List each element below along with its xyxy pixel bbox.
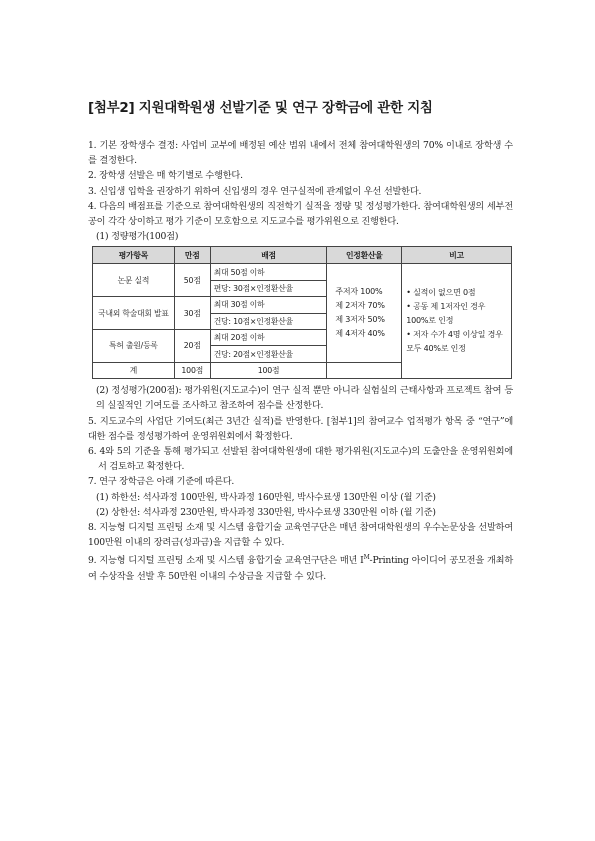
- item-3: 3. 신입생 입학을 권장하기 위하여 신입생의 경우 연구실적에 관계없이 우선 선발한다.: [88, 185, 422, 197]
- table-row: [93, 264, 512, 280]
- cell-points: 건당: 20점×인정환산율: [210, 346, 327, 362]
- cell-points: 건당: 10점×인정환산율: [210, 313, 327, 329]
- scholarship-lower: (1) 하한선: 석사과정 100만원, 박사과정 160만원, 박사수료생 130만원 이상 (월 기준): [96, 491, 436, 503]
- cell-max: 30점: [174, 297, 210, 330]
- header-points: 배점: [210, 247, 327, 264]
- item-7: 7. 연구 장학금은 아래 기준에 따른다.: [88, 476, 235, 488]
- cell-max: 20점: [174, 329, 210, 362]
- cell-total-max: 100점: [174, 362, 210, 378]
- note-line: • 공동 제 1저자인 경우 100%로 인정: [406, 302, 486, 326]
- header-max: 만점: [174, 247, 210, 264]
- quant-eval-label: (1) 정량평가(100점): [96, 231, 179, 243]
- cell-note: [402, 264, 512, 379]
- table-header-row: [93, 247, 512, 264]
- note-line: • 저자 수가 4명 이상일 경우 모두 40%로 인정: [406, 330, 503, 354]
- note-line: • 실적이 없으면 0점: [406, 288, 476, 298]
- item-8: 8. 지능형 디지털 프린팅 소재 및 시스템 융합기술 교육연구단은 매년 참여대학원생의 우수논문상을 선발하여 100만원 이내의 장려금(성과금)을 지급할 수 있다.: [88, 521, 513, 549]
- item-9-text-b: -Printing 아이디어 공모전을 개최하여 수상작을 선발 후 50만원 이내의 수상금을 지급할 수 있다.: [88, 555, 514, 582]
- header-note: 비고: [402, 247, 512, 264]
- cell-total-empty: [327, 362, 402, 378]
- header-ratio: 인정환산율: [327, 247, 402, 264]
- cell-points: 최대 20점 이하: [210, 329, 327, 345]
- item-9-superscript: M: [363, 554, 370, 562]
- item-9: [88, 550, 513, 583]
- item-2: 2. 장학생 선발은 매 학기별로 수행한다.: [88, 170, 243, 182]
- document-page: [88, 96, 513, 584]
- cell-total-label: 계: [93, 362, 175, 378]
- ratio-line: 제 2저자 70%: [335, 301, 385, 311]
- cell-points: 최대 30점 이하: [210, 297, 327, 313]
- cell-max: 50점: [174, 264, 210, 297]
- cell-item: 논문 실적: [93, 264, 175, 297]
- qual-eval-text: (2) 정성평가(200점): 평가위원(지도교수)이 연구 실적 뿐만 아니라 실험실의 근태사항과 프로젝트 참여 등의 실질적인 기여도를 조사하고 참조하여 점수를 산정한다.: [96, 385, 513, 412]
- header-item: 평가항목: [93, 247, 175, 264]
- ratio-line: 제 4저자 40%: [335, 329, 385, 339]
- cell-ratio: [327, 264, 402, 362]
- scoring-table: [92, 246, 512, 379]
- ratio-line: 주저자 100%: [335, 287, 383, 297]
- cell-item: 특허 출원/등록: [93, 329, 175, 362]
- ratio-line: 제 3저자 50%: [335, 315, 385, 325]
- document-title: [첨부2] 지원대학원생 선발기준 및 연구 장학금에 관한 지침: [88, 100, 433, 116]
- item-1: 1. 기본 장학생수 결정: 사업비 교부에 배정된 예산 범위 내에서 전체 참여대학원생의 70% 이내로 장학생 수를 결정한다.: [88, 140, 513, 167]
- item-9-text-a: 9. 지능형 디지털 프린팅 소재 및 시스템 융합기술 교육연구단은 매년 I: [88, 555, 364, 567]
- cell-total-score: 100점: [210, 362, 327, 378]
- scholarship-upper: (2) 상한선: 석사과정 230만원, 박사과정 330만원, 박사수료생 330만원 이하 (월 기준): [96, 506, 436, 518]
- item-5: 5. 지도교수의 사업단 기여도(최근 3년간 실적)를 반영한다. [첨부1]의 참여교수 업적평가 항목 중 “연구”에 대한 점수를 정성평가하여 운영위원회에서 확정한다.: [88, 415, 513, 442]
- cell-points: 편당: 30점×인정환산율: [210, 280, 327, 296]
- cell-points: 최대 50점 이하: [210, 264, 327, 280]
- cell-item: 국내외 학술대회 발표: [93, 297, 175, 330]
- item-6: 6. 4와 5의 기준을 통해 평가되고 선발된 참여대학원생에 대한 평가위원(지도교수)의 도출안을 운영위원회에서 검토하고 확정한다.: [88, 445, 513, 473]
- item-4: 4. 다음의 배점표를 기준으로 참여대학원생의 직전학기 실적을 정량 및 정성평가한다. 참여대학원생의 세부전공이 각각 상이하고 평가 기준이 모호함으로 지도교수를 평가위원으로 진행한다.: [88, 200, 513, 228]
